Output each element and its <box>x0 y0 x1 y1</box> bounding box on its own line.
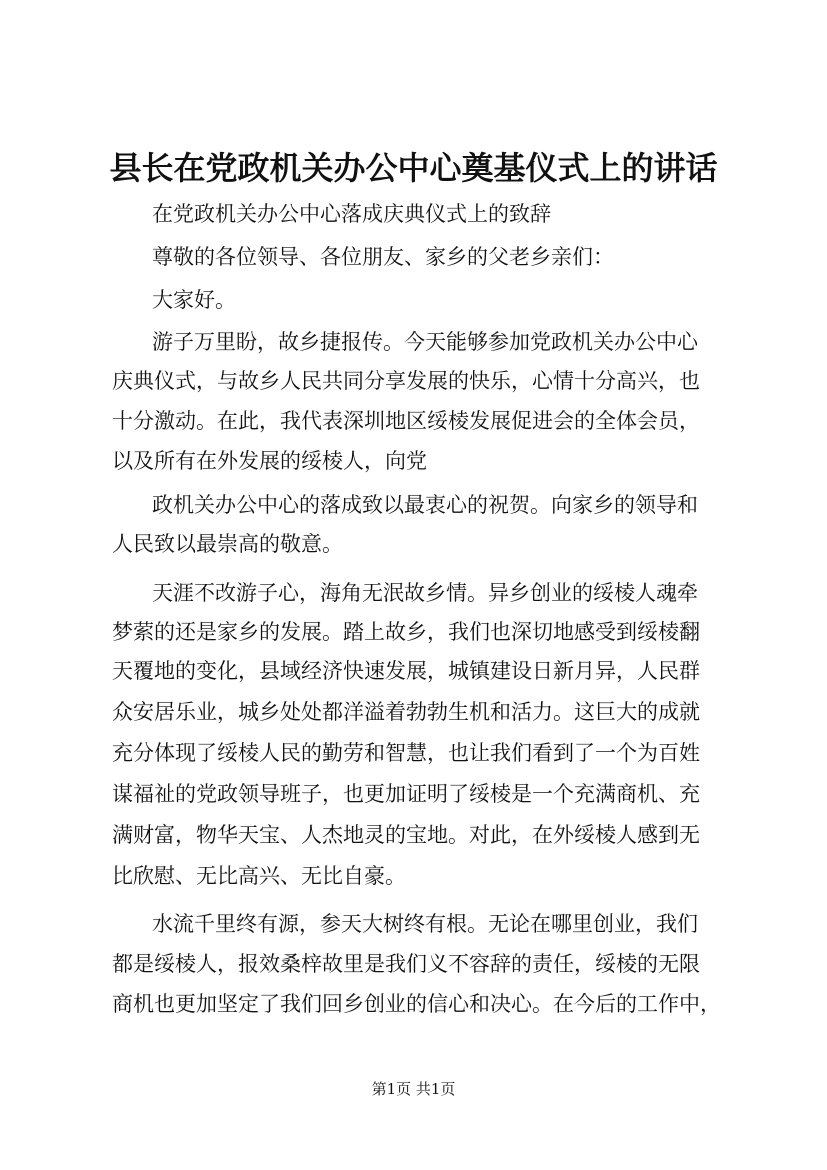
body-line: 众安居乐业，城乡处处都洋溢着勃勃生机和活力。这巨大的成就 <box>112 700 700 724</box>
body-line: 人民致以最崇高的敬意。 <box>112 532 343 556</box>
body-line: 十分激动。在此，我代表深圳地区绥棱发展促进会的全体会员， <box>112 409 700 433</box>
body-line: 充分体现了绥棱人民的勤劳和智慧，也让我们看到了一个为百姓 <box>112 741 700 765</box>
body-line: 游子万里盼，故乡捷报传。今天能够参加党政机关办公中心 <box>152 330 698 354</box>
greeting-line: 大家好。 <box>152 288 236 312</box>
body-line: 满财富，物华天宝、人杰地灵的宝地。对此，在外绥棱人感到无 <box>112 823 700 847</box>
body-line: 政机关办公中心的落成致以最衷心的祝贺。向家乡的领导和 <box>152 493 698 517</box>
document-title: 县长在党政机关办公中心奠基仪式上的讲话 <box>109 149 718 187</box>
body-line: 都是绥棱人，报效桑梓故里是我们义不容辞的责任，绥棱的无限 <box>112 952 700 976</box>
body-line: 以及所有在外发展的绥棱人，向党 <box>112 449 427 473</box>
salutation-line: 尊敬的各位领导、各位朋友、家乡的父老乡亲们： <box>152 245 614 269</box>
body-line: 梦萦的还是家乡的发展。踏上故乡，我们也深切地感受到绥棱翻 <box>112 620 700 644</box>
body-line: 商机也更加坚定了我们回乡创业的信心和决心。在今后的工作中， <box>112 992 721 1016</box>
body-line: 天覆地的变化，县域经济快速发展，城镇建设日新月异，人民群 <box>112 659 700 683</box>
body-line: 谋福祉的党政领导班子，也更加证明了绥棱是一个充满商机、充 <box>112 782 700 806</box>
body-line: 水流千里终有源，参天大树终有根。无论在哪里创业，我们 <box>152 912 698 936</box>
page-number-footer: 第1页 共1页 <box>371 1080 456 1098</box>
body-line: 庆典仪式，与故乡人民共同分享发展的快乐，心情十分高兴，也 <box>112 369 700 393</box>
body-line: 比欣慰、无比高兴、无比自豪。 <box>112 864 406 888</box>
body-line: 天涯不改游子心，海角无泯故乡情。异乡创业的绥棱人魂牵 <box>152 581 698 605</box>
subtitle-line: 在党政机关办公中心落成庆典仪式上的致辞 <box>152 202 551 226</box>
